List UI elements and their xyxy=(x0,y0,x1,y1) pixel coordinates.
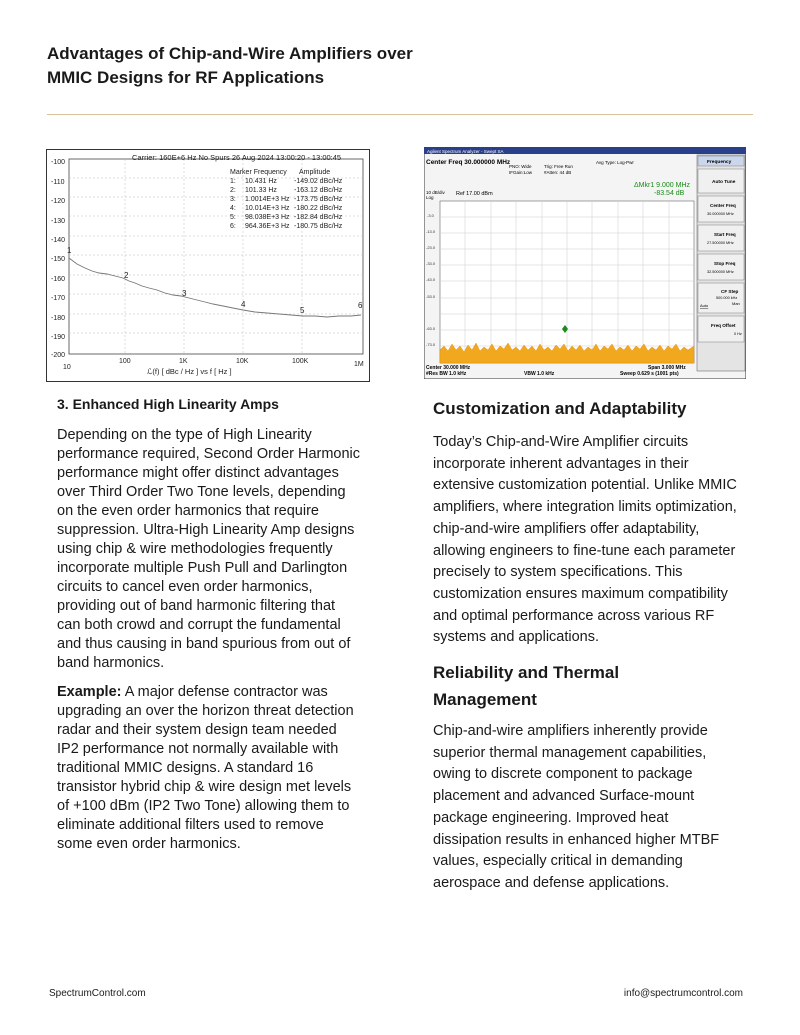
y-tick-labels xyxy=(51,159,65,359)
marker-idx: 3: xyxy=(230,196,236,203)
ref-level-readout: Ref 17.00 dBm xyxy=(456,191,493,197)
marker-amp: -180.75 dBc/Hz xyxy=(294,223,343,230)
window-title: Agilent Spectrum Analyzer - Swept SA xyxy=(427,149,504,154)
softkey-label: Stop Freq xyxy=(714,261,736,266)
softkey-center-freq[interactable] xyxy=(698,196,744,222)
title-divider xyxy=(47,114,753,115)
cf-step-man: Man xyxy=(732,301,740,306)
left-column xyxy=(57,395,362,854)
softkey-label: Auto Tune xyxy=(712,180,736,185)
cf-step-auto: Auto xyxy=(700,303,709,308)
softkey-stop-freq[interactable] xyxy=(698,254,744,280)
marker-idx: 1: xyxy=(230,178,236,185)
ifgain-readout: IFGain:Low xyxy=(509,170,533,175)
log-readout: Log xyxy=(426,195,434,200)
section-title-linearity: 3. Enhanced High Linearity Amps xyxy=(57,396,279,412)
marker-freq: 964.36E+3 Hz xyxy=(245,223,290,230)
trace-marker-label: 5 xyxy=(300,306,305,315)
page-title-line-2: MMIC Designs for RF Applications xyxy=(47,68,325,87)
page-title-line-1: Advantages of Chip-and-Wire Amplifiers over xyxy=(47,44,413,63)
right-column xyxy=(433,395,738,895)
spectrum-y-tick: -73.0 xyxy=(426,342,436,347)
softkey-sub: 500.000 kHz xyxy=(716,296,738,300)
plot-header: Carrier: 160E+6 Hz No Spurs 26 Aug 2024 13:00:20 - 13:00:45 xyxy=(132,153,342,162)
marker-header-freq: Marker Frequency xyxy=(230,169,287,176)
x-tick-label: 10K xyxy=(236,358,249,365)
softkey-label: Frequency xyxy=(707,160,732,165)
softkey-label: Freq Offset xyxy=(711,323,736,328)
softkey-sub: 0 Hz xyxy=(734,332,742,336)
marker-idx: 2: xyxy=(230,187,236,194)
spectrum-y-tick: -63.0 xyxy=(426,326,436,331)
center-freq-readout: Center Freq 30.000000 MHz xyxy=(426,159,511,166)
softkey-label: Center Freq xyxy=(710,203,736,208)
softkey-sub: 30.000000 MHz xyxy=(707,212,734,216)
marker-freq: 10.431 Hz xyxy=(245,178,277,185)
trace-marker-label: 6 xyxy=(358,301,363,310)
marker-amp: -173.75 dBc/Hz xyxy=(294,196,343,203)
footer-website[interactable]: SpectrumControl.com xyxy=(49,988,146,999)
marker-header-amp: Amplitude xyxy=(299,169,331,176)
trace-marker-label: 2 xyxy=(124,271,129,280)
softkey-freq-offset[interactable] xyxy=(698,316,744,342)
spectrum-y-tick: -13.0 xyxy=(426,229,436,234)
page-title xyxy=(47,42,567,90)
delta-marker-value: -83.54 dB xyxy=(654,190,685,197)
softkey-sub: 27.500000 MHz xyxy=(707,241,734,245)
marker-idx: 4: xyxy=(230,205,236,212)
softkey-label: CF Step xyxy=(721,289,739,294)
trace-marker-label: 4 xyxy=(241,300,246,309)
bottom-sweep-readout: Sweep 0.629 s (1001 pts) xyxy=(620,371,679,377)
reliability-paragraph: Chip-and-wire amplifiers inherently provide superior thermal management capabilities, owing to discrete component to package placement and advanced Surface-mount package engineering. Improved heat dissipation results in enhanced higher MTBF values, especially critical in demanding aerospace and defense applications. xyxy=(433,723,720,891)
x-axis-label: ℒ(f) [ dBc / Hz ] vs f [ Hz ] xyxy=(147,367,232,376)
spectrum-y-tick: -23.0 xyxy=(426,245,436,250)
y-tick-label: -160 xyxy=(51,276,66,283)
y-tick-label: -140 xyxy=(51,237,66,244)
y-tick-label: -200 xyxy=(51,352,66,359)
marker-amp: -182.84 dBc/Hz xyxy=(294,214,343,221)
bottom-rbw-readout: #Res BW 1.0 kHz xyxy=(426,371,467,377)
marker-amp: -163.12 dBc/Hz xyxy=(294,187,343,194)
example-paragraph xyxy=(57,683,362,854)
trace-marker-label: 3 xyxy=(182,289,187,298)
avg-type-readout: Avg Type: Log-Pwr xyxy=(596,160,634,165)
marker-idx: 5: xyxy=(230,214,236,221)
heading-customization: Customization and Adaptability xyxy=(433,399,687,418)
scale-readout: 10 dB/div xyxy=(426,190,445,195)
y-tick-label: -190 xyxy=(51,334,66,341)
marker-idx: 6: xyxy=(230,223,236,230)
x-tick-label: 1M xyxy=(354,361,364,368)
trig-readout: Trig: Free Run xyxy=(544,164,573,169)
y-tick-label: -110 xyxy=(51,179,65,186)
phase-noise-figure xyxy=(46,149,370,382)
pno-readout: PNO: Wide xyxy=(509,164,532,169)
softkey-label: Start Freq xyxy=(714,232,736,237)
spectrum-y-ticks xyxy=(426,213,436,347)
delta-marker-readout: ΔMkr1 9.000 MHz xyxy=(634,182,691,189)
spectrum-y-tick: -3.0 xyxy=(427,213,434,218)
marker-freq: 10.014E+3 Hz xyxy=(245,205,290,212)
phase-noise-plot xyxy=(47,150,369,381)
linearity-paragraph: Depending on the type of High Linearity performance required, Second Order Harmonic performance might offer distinct advantages over Third Order Two Tone levels, depending on the even order harmonics that require suppression. Ultra-High Linearity Amp designs using chip & wire methodologies frequently incorporate multiple Push Pull and Darlington circuits to cancel even order harmonics, providing out of band harmonic filtering that can both crowd and corrupt the fundamental and thus causing in band spurious from out of band harmonics. xyxy=(57,427,361,671)
softkey-start-freq[interactable] xyxy=(698,225,744,251)
x-tick-label: 1K xyxy=(179,358,188,365)
y-tick-label: -150 xyxy=(51,256,66,263)
atten-readout: #Atten: 44 dB xyxy=(544,170,572,175)
heading-reliability: Reliability and Thermal Management xyxy=(433,663,620,710)
x-tick-label: 100K xyxy=(292,358,309,365)
y-tick-label: -100 xyxy=(51,159,66,166)
spectrum-analyzer-screen xyxy=(424,147,746,379)
spectrum-y-tick: -43.0 xyxy=(426,277,436,282)
y-tick-label: -170 xyxy=(51,295,66,302)
marker-freq: 1.0014E+3 Hz xyxy=(245,196,290,203)
bottom-span-readout: Span 3.000 MHz xyxy=(648,365,686,371)
softkey-sub: 32.500000 MHz xyxy=(707,270,734,274)
example-label: Example: xyxy=(57,684,122,700)
trace-marker-label: 1 xyxy=(67,246,72,255)
x-tick-label: 10 xyxy=(63,364,71,371)
marker-freq: 101.33 Hz xyxy=(245,187,277,194)
spectrum-analyzer-figure xyxy=(424,147,746,379)
marker-freq: 98.038E+3 Hz xyxy=(245,214,290,221)
marker-amp: -149.02 dBc/Hz xyxy=(294,178,343,185)
y-tick-label: -130 xyxy=(51,218,66,225)
y-tick-label: -120 xyxy=(51,198,66,205)
spectrum-y-tick: -33.0 xyxy=(426,261,436,266)
x-tick-label: 100 xyxy=(119,358,131,365)
marker-amp: -180.22 dBc/Hz xyxy=(294,205,343,212)
bottom-center-readout: Center 30.000 MHz xyxy=(426,365,471,371)
spectrum-y-tick: -53.0 xyxy=(426,294,436,299)
y-tick-label: -180 xyxy=(51,315,66,322)
bottom-vbw-readout: VBW 1.0 kHz xyxy=(524,371,555,377)
footer-email[interactable]: info@spectrumcontrol.com xyxy=(623,988,743,999)
customization-paragraph: Today’s Chip-and-Wire Amplifier circuits incorporate inherent advantages in their extensive customization potential. Unlike MMIC amplifiers, where integration limits optimization, chip-and-wire amplifiers offer adaptability, allowing engineers to fine-tune each parameter precisely to system specifications. This customization ensures maximum compatibility and optimal performance across various RF systems and applications. xyxy=(433,434,737,646)
example-text: A major defense contractor was upgrading an over the horizon threat detection radar and their system design team needed IP2 performance not normally available with traditional MMIC designs. A standard 16 transistor hybrid chip & wire design met levels of +100 dBm (IP2 Two Tone) allowing them to eliminate additional filters used to remove some even order harmonics. xyxy=(57,684,354,852)
